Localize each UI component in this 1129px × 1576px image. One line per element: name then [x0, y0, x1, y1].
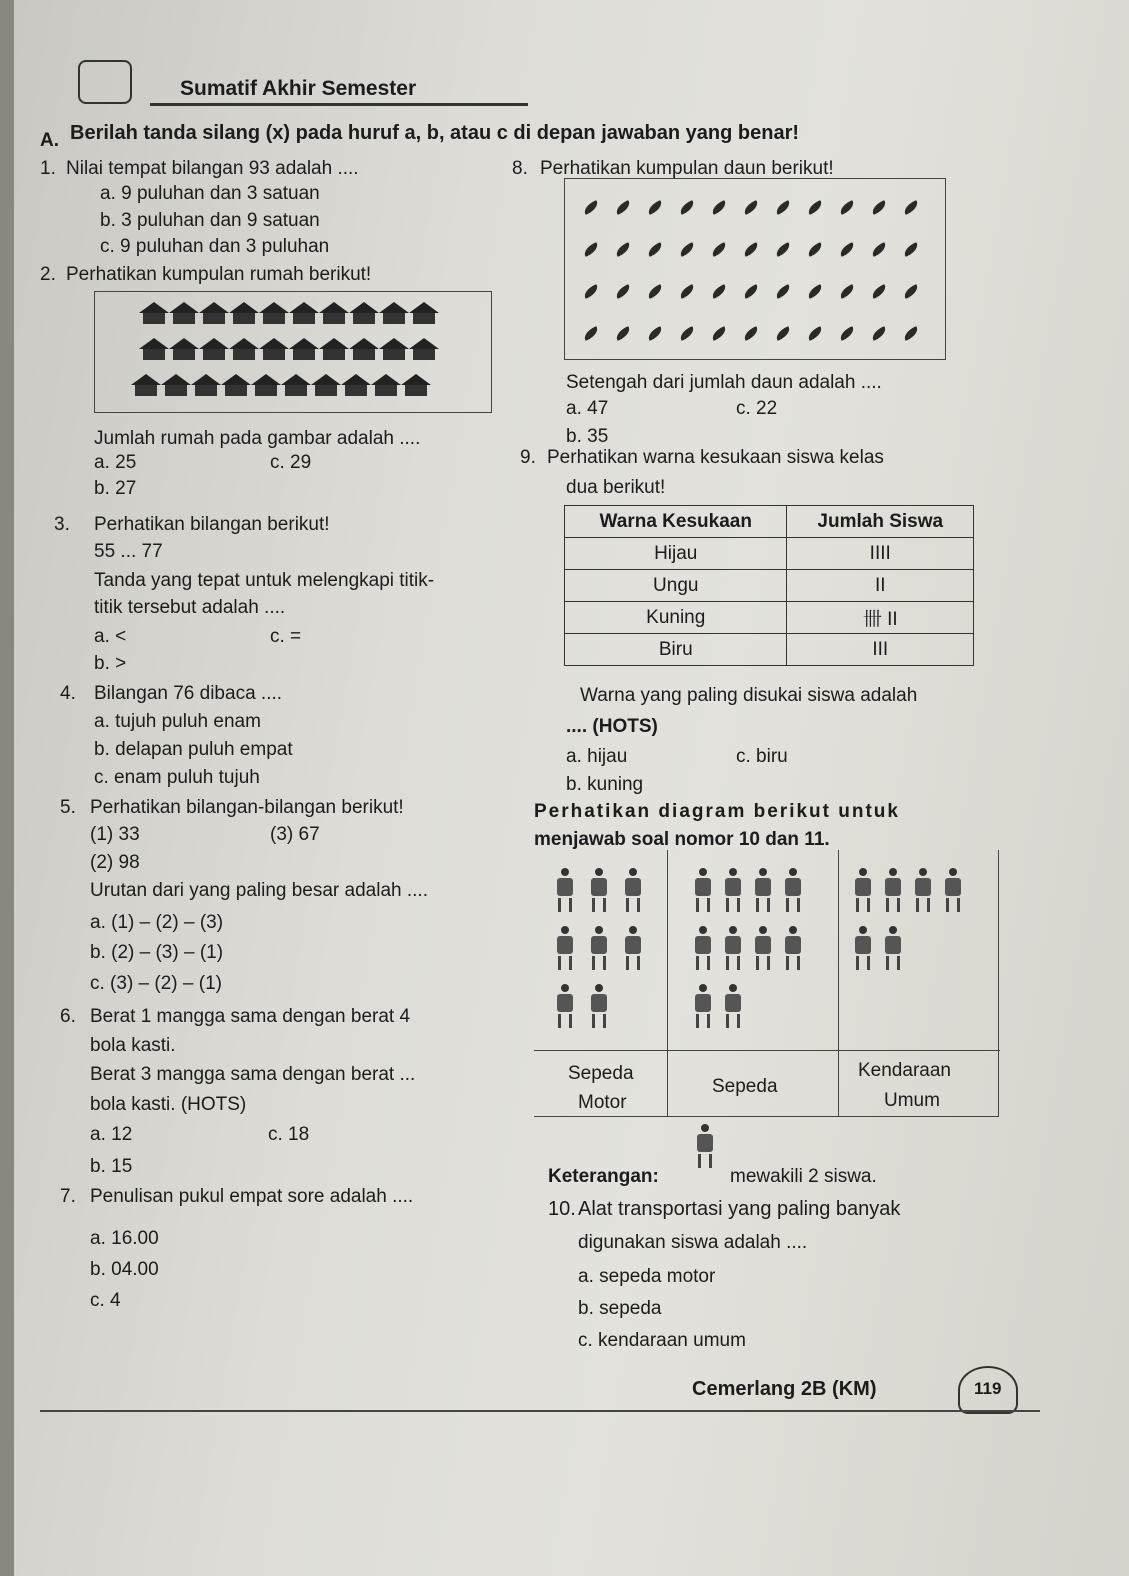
house-icon: [311, 374, 341, 396]
student-icon: [852, 926, 874, 972]
q5-option-a: a. (1) – (2) – (3): [90, 912, 224, 933]
student-icon: [782, 926, 804, 972]
q4-option-c: c. enam puluh tujuh: [94, 767, 260, 788]
q1-option-c: c. 9 puluhan dan 3 puluhan: [100, 236, 330, 257]
house-icon: [371, 374, 401, 396]
q1-option-b: b. 3 puluhan dan 9 satuan: [100, 210, 320, 231]
q8-num: 8.: [512, 158, 528, 179]
leaf-icon: [614, 284, 632, 299]
leaf-icon: [582, 326, 600, 341]
q2-num: 2.: [40, 264, 56, 285]
leaf-icon: [774, 200, 792, 215]
q9-text: Perhatikan warna kesukaan siswa kelas: [547, 447, 884, 468]
column-divider: [667, 850, 668, 1116]
leaf-icon: [806, 200, 824, 215]
house-icon: [251, 374, 281, 396]
student-icon: [694, 1124, 716, 1170]
leaf-icon: [774, 242, 792, 257]
table-row: [565, 634, 974, 666]
student-icon: [882, 926, 904, 972]
leaf-icon: [806, 242, 824, 257]
q3-option-c: c. =: [270, 626, 302, 647]
q4-num: 4.: [60, 683, 76, 704]
page-number: 119: [974, 1379, 1002, 1398]
student-icon: [692, 984, 714, 1030]
house-icon: [349, 338, 379, 360]
q5-text: Perhatikan bilangan-bilangan berikut!: [90, 797, 404, 818]
leaf-icon: [646, 200, 664, 215]
q1-option-a: a. 9 puluhan dan 3 satuan: [100, 183, 320, 204]
leaf-icon: [614, 242, 632, 257]
category-label: Sepeda: [568, 1063, 634, 1084]
student-icon: [912, 868, 934, 914]
q8-option-a: a. 47: [566, 398, 609, 419]
leaf-icon: [774, 284, 792, 299]
student-icon: [942, 868, 964, 914]
student-icon: [692, 868, 714, 914]
table-row: [565, 538, 974, 570]
house-icon: [199, 338, 229, 360]
q4-option-a: a. tujuh puluh enam: [94, 711, 261, 732]
student-icon: [588, 926, 610, 972]
student-icon: [554, 926, 576, 972]
leaf-icon: [646, 284, 664, 299]
table-row: [565, 602, 974, 634]
leaf-icon: [838, 242, 856, 257]
q6-num: 6.: [60, 1006, 76, 1027]
q3-option-b: b. >: [94, 653, 127, 674]
leaf-icon: [902, 326, 920, 341]
leaf-icon: [710, 242, 728, 257]
q9-option-b: b. kuning: [566, 774, 644, 795]
student-icon: [588, 868, 610, 914]
student-icon: [782, 868, 804, 914]
leaf-icon: [710, 200, 728, 215]
q3-option-a: a. <: [94, 626, 127, 647]
table-cell-tally: II: [787, 570, 974, 602]
student-icon: [752, 926, 774, 972]
house-icon: [319, 338, 349, 360]
leaf-icon: [582, 284, 600, 299]
house-icon: [379, 302, 409, 324]
table-cell-tally: III: [787, 634, 974, 666]
leaf-icon: [614, 326, 632, 341]
student-icon: [622, 926, 644, 972]
table-header-row: [565, 506, 974, 538]
q2-option-a: a. 25: [94, 452, 137, 473]
student-icon: [588, 984, 610, 1030]
q3-text: Perhatikan bilangan berikut!: [94, 514, 330, 535]
diagram-intro: Perhatikan diagram berikut untuk: [534, 801, 900, 822]
q10-text: Alat transportasi yang paling banyak: [578, 1198, 901, 1220]
q4-option-b: b. delapan puluh empat: [94, 739, 293, 760]
q2-text: Perhatikan kumpulan rumah berikut!: [66, 264, 372, 285]
student-icon: [554, 984, 576, 1030]
house-icon: [139, 302, 169, 324]
table-cell-color: Biru: [565, 634, 787, 666]
q10-option-a: a. sepeda motor: [578, 1266, 716, 1287]
q6-text4: bola kasti. (HOTS): [90, 1094, 247, 1115]
table-cell-color: Kuning: [565, 602, 787, 634]
leaf-icon: [742, 284, 760, 299]
house-icon: [161, 374, 191, 396]
category-label: Kendaraan: [858, 1060, 951, 1081]
house-icon: [229, 338, 259, 360]
student-icon: [622, 868, 644, 914]
q7-option-b: b. 04.00: [90, 1259, 159, 1280]
house-icon: [409, 302, 439, 324]
q3-text3: titik tersebut adalah ....: [94, 597, 286, 618]
q8-option-b: b. 35: [566, 426, 609, 447]
leaf-icon: [870, 326, 888, 341]
q9-num: 9.: [520, 447, 536, 468]
leaf-icon: [838, 284, 856, 299]
legend-label: Keterangan:: [548, 1166, 659, 1187]
q10-option-b: b. sepeda: [578, 1298, 662, 1319]
column-divider: [838, 850, 839, 1116]
leaf-icon: [806, 326, 824, 341]
leaf-icon: [774, 326, 792, 341]
q5-text2: Urutan dari yang paling besar adalah ....: [90, 880, 428, 901]
student-icon: [692, 926, 714, 972]
table-cell-tally: IIII: [787, 538, 974, 570]
diagram-intro2: menjawab soal nomor 10 dan 11.: [534, 829, 830, 850]
footer-rule: [40, 1410, 1040, 1412]
category-label: Umum: [884, 1090, 940, 1111]
category-label: Motor: [578, 1092, 627, 1113]
q7-option-a: a. 16.00: [90, 1228, 159, 1249]
leaf-icon: [678, 242, 696, 257]
q5-option-c: c. (3) – (2) – (1): [90, 973, 222, 994]
leaf-icon: [838, 326, 856, 341]
q5-n3: (3) 67: [270, 824, 320, 845]
leaf-icon: [870, 242, 888, 257]
house-icon: [221, 374, 251, 396]
house-icon: [319, 302, 349, 324]
table-cell-color: Ungu: [565, 570, 787, 602]
q7-num: 7.: [60, 1186, 76, 1207]
book-title: Cemerlang 2B (KM): [692, 1378, 877, 1400]
q6-text3: Berat 3 mangga sama dengan berat ...: [90, 1064, 416, 1085]
leaf-icon: [870, 200, 888, 215]
house-icon: [379, 338, 409, 360]
q9-text4: .... (HOTS): [566, 716, 658, 737]
q3-text2: Tanda yang tepat untuk melengkapi titik-: [94, 570, 435, 591]
color-table: [564, 505, 974, 666]
q2-text2: Jumlah rumah pada gambar adalah ....: [94, 428, 421, 449]
student-icon: [722, 926, 744, 972]
q9-option-c: c. biru: [736, 746, 788, 767]
student-icon: [852, 868, 874, 914]
student-icon: [752, 868, 774, 914]
q6-option-b: b. 15: [90, 1156, 133, 1177]
q2-option-c: c. 29: [270, 452, 312, 473]
category-label: Sepeda: [712, 1076, 778, 1097]
q3-num: 3.: [54, 514, 70, 535]
house-icon: [289, 338, 319, 360]
section-label: A.: [40, 130, 59, 151]
house-icon: [289, 302, 319, 324]
q7-text: Penulisan pukul empat sore adalah ....: [90, 1186, 414, 1207]
q10-option-c: c. kendaraan umum: [578, 1330, 746, 1351]
house-icon: [191, 374, 221, 396]
student-icon: [722, 984, 744, 1030]
leaf-picture-box: [564, 178, 946, 360]
leaf-icon: [742, 200, 760, 215]
q7-option-c: c. 4: [90, 1290, 121, 1311]
leaf-icon: [678, 326, 696, 341]
leaf-icon: [582, 200, 600, 215]
table-row: [565, 570, 974, 602]
house-icon: [169, 338, 199, 360]
q5-option-b: b. (2) – (3) – (1): [90, 942, 224, 963]
q6-text: Berat 1 mangga sama dengan berat 4: [90, 1006, 411, 1027]
leaf-icon: [902, 242, 920, 257]
q5-n1: (1) 33: [90, 824, 140, 845]
house-icon: [169, 302, 199, 324]
leaf-icon: [838, 200, 856, 215]
leaf-icon: [678, 284, 696, 299]
instruction: Berilah tanda silang (x) pada huruf a, b, atau c di depan jawaban yang benar!: [70, 122, 800, 144]
leaf-icon: [646, 242, 664, 257]
q2-option-b: b. 27: [94, 478, 137, 499]
house-icon: [409, 338, 439, 360]
house-icon: [259, 302, 289, 324]
q8-text2: Setengah dari jumlah daun adalah ....: [566, 372, 882, 393]
leaf-icon: [614, 200, 632, 215]
q5-num: 5.: [60, 797, 76, 818]
q10-text2: digunakan siswa adalah ....: [578, 1232, 808, 1253]
student-icon: [554, 868, 576, 914]
house-icon: [281, 374, 311, 396]
leaf-icon: [902, 200, 920, 215]
q3-numbers: 55 ... 77: [94, 541, 163, 562]
table-header: Jumlah Siswa: [787, 506, 974, 538]
leaf-icon: [710, 326, 728, 341]
student-icon: [882, 868, 904, 914]
q5-n2: (2) 98: [90, 852, 140, 873]
house-icon: [349, 302, 379, 324]
leaf-icon: [742, 242, 760, 257]
header-icon: [78, 60, 132, 104]
leaf-icon: [870, 284, 888, 299]
q9-text3: Warna yang paling disukai siswa adalah: [580, 685, 918, 706]
q4-text: Bilangan 76 dibaca ....: [94, 683, 283, 704]
house-picture-box: [94, 291, 492, 413]
table-cell-color: Hijau: [565, 538, 787, 570]
q1-text: Nilai tempat bilangan 93 adalah ....: [66, 158, 359, 179]
house-icon: [229, 302, 259, 324]
house-icon: [259, 338, 289, 360]
q1-num: 1.: [40, 158, 56, 179]
q9-text2: dua berikut!: [566, 477, 666, 498]
q8-option-c: c. 22: [736, 398, 778, 419]
leaf-icon: [806, 284, 824, 299]
house-icon: [341, 374, 371, 396]
house-icon: [139, 338, 169, 360]
leaf-icon: [710, 284, 728, 299]
q9-option-a: a. hijau: [566, 746, 628, 767]
student-icon: [722, 868, 744, 914]
q8-text: Perhatikan kumpulan daun berikut!: [540, 158, 834, 179]
leaf-icon: [582, 242, 600, 257]
table-cell-tally: 卌 II: [787, 602, 974, 634]
leaf-icon: [902, 284, 920, 299]
leaf-icon: [742, 326, 760, 341]
leaf-icon: [646, 326, 664, 341]
leaf-icon: [678, 200, 696, 215]
table-header: Warna Kesukaan: [565, 506, 787, 538]
house-icon: [131, 374, 161, 396]
house-icon: [401, 374, 431, 396]
house-icon: [199, 302, 229, 324]
page-title: Sumatif Akhir Semester: [180, 77, 417, 100]
q6-option-a: a. 12: [90, 1124, 133, 1145]
legend-text: mewakili 2 siswa.: [730, 1166, 877, 1187]
q10-num: 10.: [548, 1198, 576, 1220]
q6-option-c: c. 18: [268, 1124, 310, 1145]
q6-text2: bola kasti.: [90, 1035, 176, 1056]
